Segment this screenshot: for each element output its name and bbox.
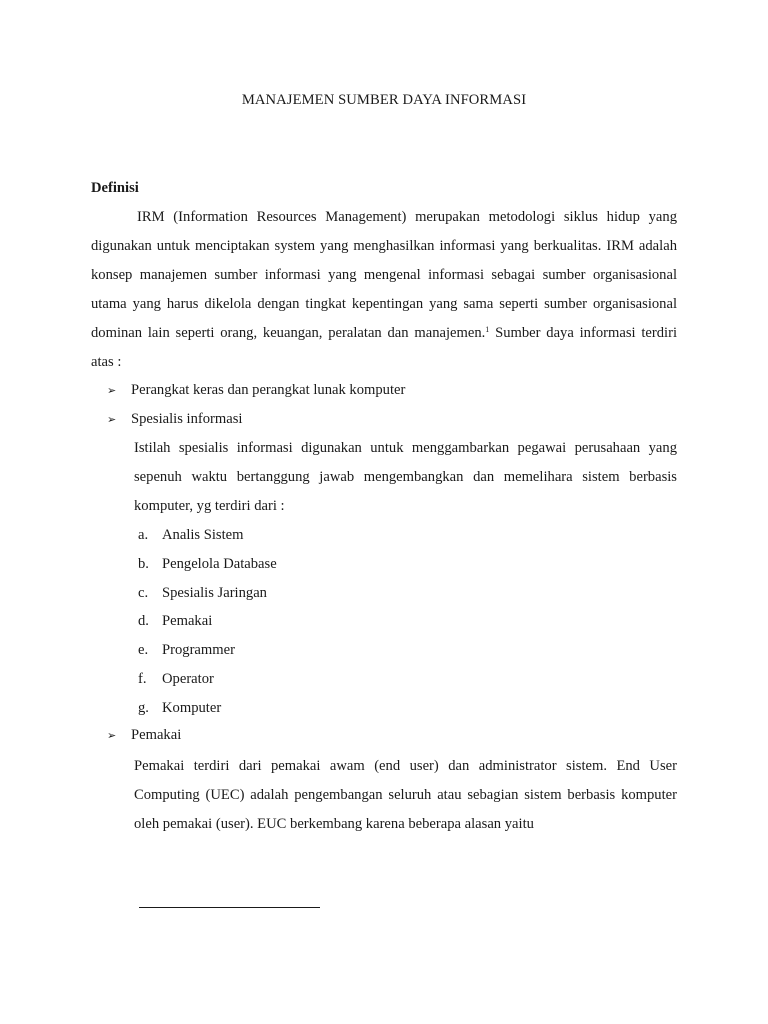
arrow-bullet-icon: ➢ [107,729,117,742]
specialist-paragraph: Istilah spesialis informasi digunakan untuk menggambarkan pegawai perusahaan yang sepenuh waktu bertanggung jawab mengembangkan dan memelihara sistem berbasis komputer, yg terdiri dari : [134,440,677,514]
list-item: b. Pengelola Database [138,556,277,572]
bullet-label: Pemakai [131,727,182,743]
bullet-item-user [107,721,181,750]
bullet-label: Perangkat keras dan perangkat lunak komputer [131,382,406,398]
intro-paragraph [91,203,677,377]
bullet-item-hardware [107,376,405,405]
document-title: MANAJEMEN SUMBER DAYA INFORMASI [241,92,527,108]
arrow-bullet-icon: ➢ [107,384,117,397]
bullet-item-specialist [107,405,242,434]
footnote-reference: 1 [485,325,490,334]
intro-paragraph-text: IRM (Information Resources Management) merupakan metodologi siklus hidup yang digunakan untuk menciptakan system yang menghasilkan informasi yang berkualitas. IRM adalah konsep manajemen sumber informasi yang mengenal informasi sebagai sumber organisasional utama yang harus dikelola dengan tingkat kepentingan yang sama seperti sumber organisasional dominan lain seperti orang, keuangan, peralatan dan manajemen. [91,209,677,341]
list-item: a. Analis Sistem [138,527,244,543]
arrow-bullet-icon: ➢ [107,413,117,426]
list-item: e. Programmer [138,642,235,658]
bullet-label: Spesialis informasi [131,411,243,427]
list-item: d. Pemakai [138,613,213,629]
section-heading-definisi: Definisi [91,180,139,196]
list-item: f. Operator [138,671,214,687]
list-item: g. Komputer [138,700,222,716]
list-item: c. Spesialis Jaringan [138,585,267,601]
intro-paragraph-tail: Sumber daya informasi terdiri atas : [91,325,677,370]
footnote-separator [139,907,320,908]
user-paragraph: Pemakai terdiri dari pemakai awam (end user) dan administrator sistem. End User Computing (UEC) adalah pengembangan seluruh atau sebagian sistem berbasis komputer oleh pemakai (user). EUC berkembang karena beberapa alasan yaitu [134,758,677,832]
